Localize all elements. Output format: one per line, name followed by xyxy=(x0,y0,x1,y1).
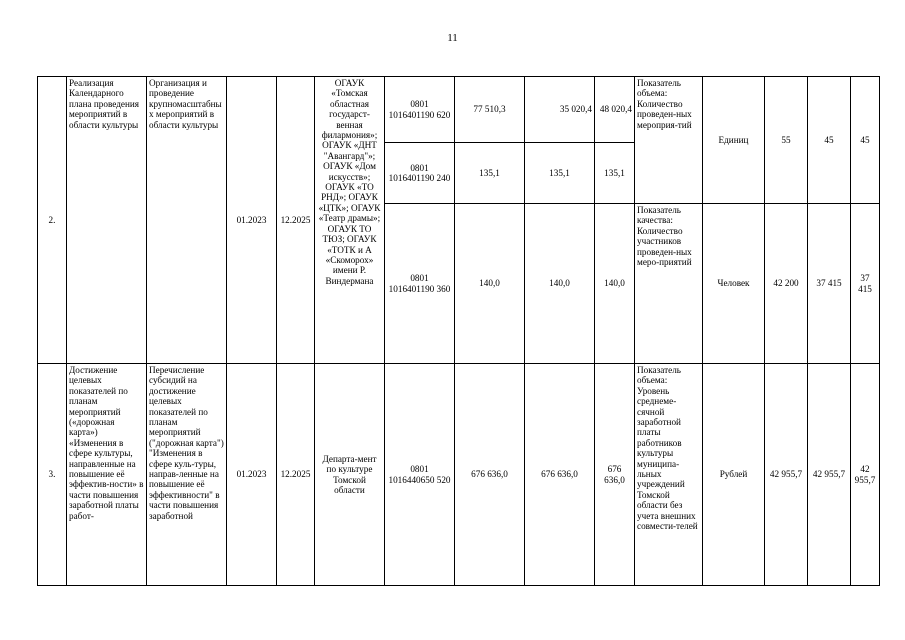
row-executor: ОГАУК «Томская областная государст-венная филармония»; ОГАУК «ДНТ "Авангард"»; ОГАУК «Дом искусств»; ОГАУК «ТО РНД»; ОГАУК «ЦТК»; ОГАУК «Театр драмы»; ОГАУК ТО ТЮЗ; ОГАУК «ТОТК и А «Скоморох» имени Р. Виндермана xyxy=(315,77,385,364)
budget-code: 0801 1016401190 240 xyxy=(385,143,455,204)
budget-year1: 135,1 xyxy=(525,143,595,204)
budget-year1: 676 636,0 xyxy=(525,364,595,586)
budget-year1: 140,0 xyxy=(525,204,595,364)
budget-year2: 140,0 xyxy=(595,204,635,364)
row-activity: Организация и проведение крупномасштабных мероприятий в области культуры xyxy=(147,77,227,364)
row-end: 12.2025 xyxy=(277,77,315,364)
table-row xyxy=(38,77,880,143)
indicator-value-2: 37 415 xyxy=(808,204,851,364)
indicator-unit: Единиц xyxy=(703,77,765,204)
indicator-value-1: 42 200 xyxy=(765,204,808,364)
indicator-unit: Человек xyxy=(703,204,765,364)
budget-total: 77 510,3 xyxy=(455,77,525,143)
program-table xyxy=(37,76,880,586)
budget-year2: 48 020,4 xyxy=(595,77,635,143)
budget-code: 0801 1016440650 520 xyxy=(385,364,455,586)
row-executor: Департа-мент по культуре Томской области xyxy=(315,364,385,586)
row-number: 2. xyxy=(38,77,67,364)
page-number: 11 xyxy=(447,32,458,44)
indicator-name: Показатель объема: Уровень среднеме-сячной заработной платы работников культуры муниципа-льных учреждений Томской области без учета внешних совмести-телей xyxy=(635,364,703,586)
indicator-unit: Рублей xyxy=(703,364,765,586)
indicator-name: Показатель качества: Количество участников проведен-ных меро-приятий xyxy=(635,204,703,364)
row-name: Достижение целевых показателей по планам мероприятий («дорожная карта») «Изменения в сфере культуры, направленные на повышение её эффектив-ности» в части повышения заработной платы работ- xyxy=(67,364,147,586)
row-activity: Перечисление субсидий на достижение целевых показателей по планам мероприятий ("дорожная карта") "Изменения в сфере куль-туры, направ-ленные на повышение её эффективности" в части повышения заработной xyxy=(147,364,227,586)
indicator-value-2: 42 955,7 xyxy=(808,364,851,586)
budget-code: 0801 1016401190 620 xyxy=(385,77,455,143)
indicator-value-3: 37 415 xyxy=(851,204,880,364)
indicator-value-3: 42 955,7 xyxy=(851,364,880,586)
budget-code: 0801 1016401190 360 xyxy=(385,204,455,364)
indicator-value-1: 55 xyxy=(765,77,808,204)
table-row xyxy=(38,364,880,586)
row-start: 01.2023 xyxy=(227,77,277,364)
budget-total: 135,1 xyxy=(455,143,525,204)
indicator-value-1: 42 955,7 xyxy=(765,364,808,586)
row-name: Реализация Календарного плана проведения мероприятий в области культуры xyxy=(67,77,147,364)
row-start: 01.2023 xyxy=(227,364,277,586)
budget-year2: 135,1 xyxy=(595,143,635,204)
row-end: 12.2025 xyxy=(277,364,315,586)
budget-year2: 676 636,0 xyxy=(595,364,635,586)
row-number: 3. xyxy=(38,364,67,586)
budget-year1: 35 020,4 xyxy=(525,77,595,143)
indicator-value-3: 45 xyxy=(851,77,880,204)
budget-total: 676 636,0 xyxy=(455,364,525,586)
indicator-value-2: 45 xyxy=(808,77,851,204)
indicator-name: Показатель объема: Количество проведен-ных мероприя-тий xyxy=(635,77,703,204)
budget-total: 140,0 xyxy=(455,204,525,364)
